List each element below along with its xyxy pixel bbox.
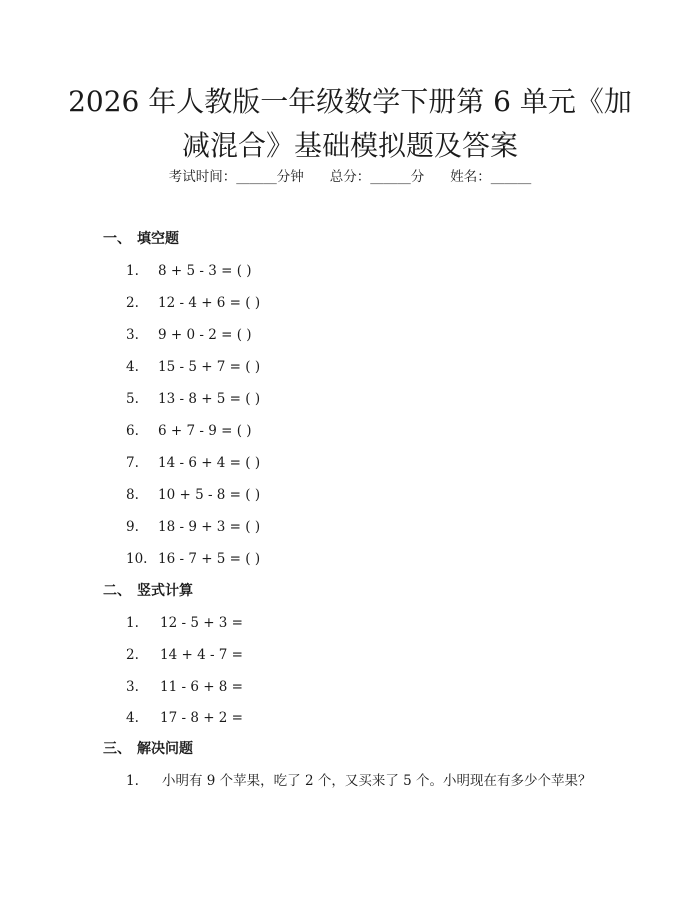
question-index: 2. [126, 295, 139, 311]
question-text: 12 - 4 + 6 = ( ) [158, 295, 261, 311]
score-blank: ______ [370, 169, 411, 185]
question-text: 6 + 7 - 9 = ( ) [158, 423, 252, 439]
question-item [126, 517, 260, 537]
question-index: 8. [126, 487, 139, 503]
question-item [126, 421, 252, 441]
question-index: 1. [126, 773, 139, 789]
question-text: 14 + 4 - 7 = [160, 647, 243, 663]
question-index: 3. [126, 327, 139, 343]
question-item [126, 613, 243, 633]
section-title: 解决问题 [137, 741, 193, 757]
question-text: 12 - 5 + 3 = [160, 615, 243, 631]
section-number: 一、 [103, 231, 131, 247]
question-item [126, 485, 260, 505]
question-index: 1. [126, 263, 139, 279]
score-label: 总分： [329, 169, 371, 185]
name-label: 姓名： [450, 169, 491, 185]
question-item [126, 549, 260, 569]
time-label: 考试时间： [168, 169, 237, 185]
section-heading-fill-in [103, 229, 179, 249]
question-index: 7. [126, 455, 139, 471]
question-item [126, 389, 260, 409]
question-index: 4. [126, 359, 139, 375]
title-line-1: 2026 年人教版一年级数学下册第 6 单元《加 [68, 85, 632, 118]
question-text: 11 - 6 + 8 = [160, 679, 243, 695]
question-index: 3. [126, 679, 139, 695]
question-item [126, 325, 252, 345]
section-number: 三、 [103, 741, 131, 757]
section-title: 填空题 [137, 231, 179, 247]
question-text: 13 - 8 + 5 = ( ) [158, 391, 261, 407]
question-text: 17 - 8 + 2 = [160, 710, 243, 726]
section-title: 竖式计算 [137, 583, 193, 599]
question-item [126, 357, 260, 377]
question-index: 4. [126, 710, 139, 726]
section-number: 二、 [103, 583, 131, 599]
question-item [126, 708, 243, 728]
section-heading-word-problems [103, 739, 193, 759]
time-unit: 分钟 [276, 169, 304, 185]
question-text: 16 - 7 + 5 = ( ) [158, 551, 261, 567]
question-item [126, 645, 243, 665]
question-text: 18 - 9 + 3 = ( ) [158, 519, 261, 535]
question-text: 8 + 5 - 3 = ( ) [158, 263, 252, 279]
question-item [126, 771, 592, 791]
score-unit: 分 [410, 169, 425, 185]
question-text: 15 - 5 + 7 = ( ) [158, 359, 261, 375]
document-title [60, 80, 640, 168]
question-text: 10 + 5 - 8 = ( ) [158, 487, 261, 503]
question-item [126, 261, 252, 281]
section-heading-vertical-calc [103, 581, 193, 601]
question-text: 小明有 9 个苹果，吃了 2 个，又买来了 5 个。小明现在有多少个苹果？ [162, 773, 592, 789]
question-index: 1. [126, 615, 139, 631]
question-item [126, 453, 260, 473]
question-item [126, 293, 260, 313]
question-index: 10. [126, 551, 148, 567]
title-line-2: 减混合》基础模拟题及答案 [181, 129, 518, 162]
question-index: 2. [126, 647, 139, 663]
question-text: 14 - 6 + 4 = ( ) [158, 455, 261, 471]
name-blank: ______ [490, 169, 532, 185]
time-blank: ______ [236, 169, 277, 185]
exam-info-line [0, 167, 700, 187]
question-index: 5. [126, 391, 139, 407]
question-text: 9 + 0 - 2 = ( ) [158, 327, 252, 343]
question-index: 9. [126, 519, 139, 535]
question-index: 6. [126, 423, 139, 439]
question-item [126, 677, 243, 697]
